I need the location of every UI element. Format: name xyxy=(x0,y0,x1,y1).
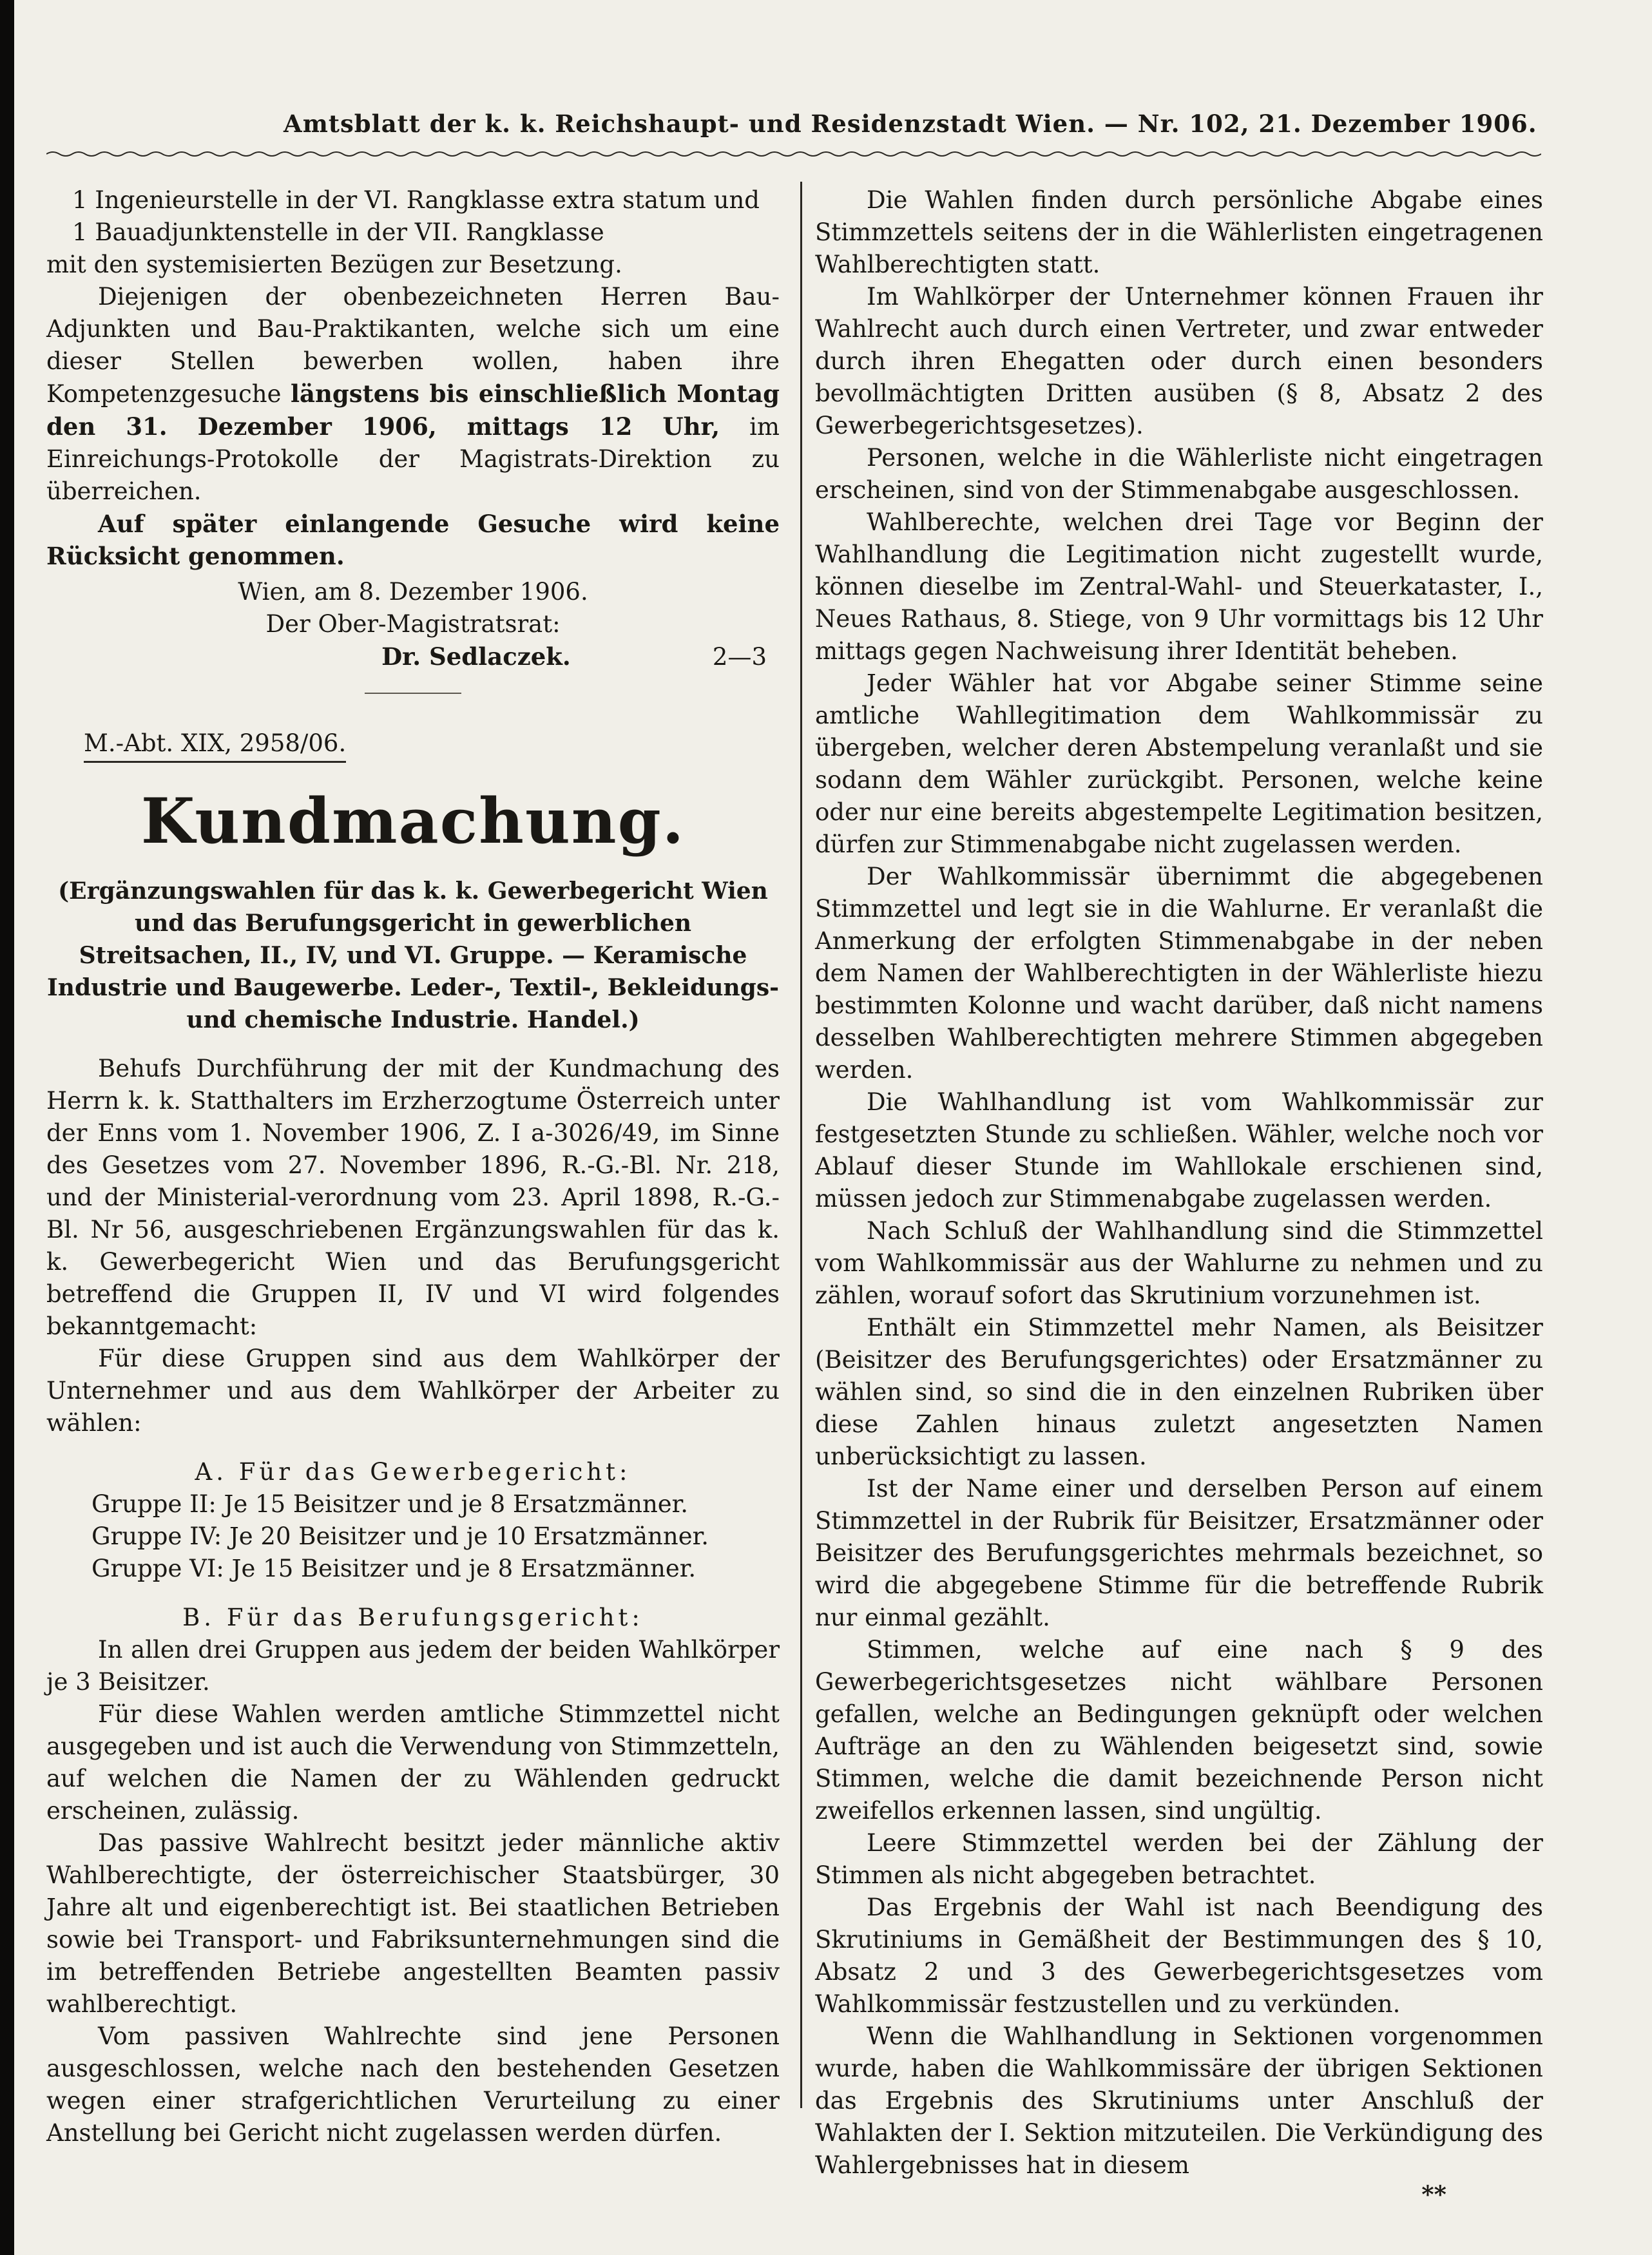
left-column xyxy=(46,184,780,2149)
separator-rule xyxy=(365,693,461,694)
paragraph: Jeder Wähler hat vor Abgabe seiner Stimme seine amtliche Wahllegitimation dem Wahlkommissär zu übergeben, welcher deren Abstempelung veranlaßt und sie sodann dem Wähler zurückgibt. Personen, welche keine oder nur eine bereits abgestempelte Legitimation besitzen, dürfen zur Stimmenabgabe nicht zugelassen werden. xyxy=(815,669,1543,858)
section-heading-a: A. Für das Gewerbegericht: xyxy=(195,1458,631,1486)
paragraph: Die Wahlhandlung ist vom Wahlkommissär zur festgesetzten Stunde zu schließen. Wähler, welche noch vor Ablauf dieser Stunde im Wahllokale erschienen sind, müssen jedoch zur Stimmenabgabe zugelassen werden. xyxy=(815,1088,1543,1213)
paragraph: Im Wahlkörper der Unternehmer können Frauen ihr Wahlrecht auch durch einen Vertreter, und zwar entweder durch ihren Ehegatten oder durch einen besonders bevollmächtigten Dritten ausüben (§ 8, Absatz 2 des Gewerbegerichtsgesetzes). xyxy=(815,283,1543,439)
scan-edge xyxy=(0,0,14,2255)
right-column xyxy=(815,184,1543,2207)
paragraph: Nach Schluß der Wahlhandlung sind die Stimmzettel vom Wahlkommissär aus der Wahlurne zu nehmen und zu zählen, worauf sofort das Skrutinium vorzunehmen ist. xyxy=(815,1217,1543,1309)
paragraph: Wahlberechte, welchen drei Tage vor Beginn der Wahlhandlung die Legitimation nicht zugestellt wurde, können dieselbe im Zentral-Wahl- und Steuerkataster, I., Neues Rathaus, 8. Stiege, von 9 Uhr vormittags bis 12 Uhr mittags gegen Nachweisung ihrer Identität beheben. xyxy=(815,508,1543,665)
paragraph: Stimmen, welche auf eine nach § 9 des Gewerbegerichtsgesetzes nicht wählbare Personen gefallen, welche an Bedingungen geknüpft oder welchen Aufträge an den zu Wählenden beigesetzt sind, sowie Stimmen, welche die damit bezeichnende Person nicht zweifellos erkennen lassen, sind ungültig. xyxy=(815,1636,1543,1825)
paragraph xyxy=(46,281,780,508)
paragraph-text: Diejenigen der obenbezeichneten Herren Bau-Adjunkten und Bau-Praktikanten, welche sich um eine dieser Stellen bewerben wollen, haben ihre Kompetenzgesuche xyxy=(46,283,780,408)
paragraph: Enthält ein Stimmzettel mehr Namen, als Beisitzer (Beisitzer des Berufungsgerichtes) oder Ersatzmänner zu wählen sind, so sind die in den einzelnen Rubriken über diese Zahlen hinaus zuletzt angesetzten Namen unberücksichtigt zu lassen. xyxy=(815,1314,1543,1470)
column-divider xyxy=(800,182,802,2108)
notice-title: Kundmachung. xyxy=(140,785,686,858)
signature-number: 2—3 xyxy=(712,643,767,671)
paragraph: Vom passiven Wahlrechte sind jene Personen ausgeschlossen, welche nach den bestehenden Gesetzen wegen einer strafgerichtlichen Verurteilung zu einer Anstellung bei Gericht nicht zugelassen werden dürfen. xyxy=(46,2022,780,2147)
paragraph: Für diese Gruppen sind aus dem Wahlkörper der Unternehmer und aus dem Wahlkörper der Arbeiter zu wählen: xyxy=(46,1345,780,1437)
paragraph: 1 Ingenieurstelle in der VI. Rangklasse extra statum und xyxy=(72,186,760,214)
paragraph: 1 Bauadjunktenstelle in der VII. Rangklasse xyxy=(72,218,604,246)
paragraph: Ist der Name einer und derselben Person auf einem Stimmzettel in der Rubrik für Beisitzer, Ersatzmänner oder Beisitzer des Berufungsgerichtes mehrmals bezeichnet, so wird die abgegebene Stimme für die betreffende Rubrik nur einmal gezählt. xyxy=(815,1475,1543,1631)
paragraph: Personen, welche in die Wählerliste nicht eingetragen erscheinen, sind von der Stimmenabgabe ausgeschlossen. xyxy=(815,444,1543,504)
paragraph: In allen drei Gruppen aus jedem der beiden Wahlkörper je 3 Beisitzer. xyxy=(46,1636,780,1696)
continuation-mark: ** xyxy=(1421,2180,1446,2209)
paragraph: Leere Stimmzettel werden bei der Zählung der Stimmen als nicht abgegeben betrachtet. xyxy=(815,1829,1543,1889)
list-item: Gruppe VI: Je 15 Beisitzer und je 8 Ersatzmänner. xyxy=(91,1555,696,1582)
paragraph: Der Wahlkommissär übernimmt die abgegebenen Stimmzettel und legt sie in die Wahlurne. Er veranlaßt die Anmerkung der erfolgten Stimmenabgabe in der neben dem Namen der Wahlberechtigten in der Wählerliste hiezu bestimmten Kolonne und wacht darüber, daß nicht namens desselben Wahlberechtigten mehrere Stimmen abgegeben werden. xyxy=(815,863,1543,1084)
notice-paragraph: Auf später einlangende Gesuche wird keine Rücksicht genommen. xyxy=(46,510,780,570)
paragraph-text: im Einreichungs-Protokolle der Magistrats-Direktion zu überreichen. xyxy=(46,413,780,505)
signature-row xyxy=(46,640,780,673)
paragraph: Das passive Wahlrecht besitzt jeder männliche aktiv Wahlberechtigte, der österreichischer Staatsbürger, 30 Jahre alt und eigenberechtigt ist. Bei staatlichen Betrieben sowie bei Transport- und Fabriksunternehmungen sind die im betreffenden Betriebe angestellten Beamten passiv wahlberechtigt. xyxy=(46,1829,780,2018)
gruppen-list xyxy=(46,1488,780,1585)
section-heading-b: B. Für das Berufungsgericht: xyxy=(182,1604,644,1631)
page-header: Amtsblatt der k. k. Reichshaupt- und Residenzstadt Wien. — Nr. 102, 21. Dezember 1906. xyxy=(283,110,1537,138)
list-item: Gruppe II: Je 15 Beisitzer und je 8 Ersatzmänner. xyxy=(91,1490,689,1518)
signature: Dr. Sedlaczek. xyxy=(381,642,571,671)
paragraph: Wenn die Wahlhandlung in Sektionen vorgenommen wurde, haben die Wahlkommissäre der übrigen Sektionen das Ergebnis des Skrutiniums unter Anschluß der Wahlakten der I. Sektion mitzuteilen. Die Verkündigung des Wahlergebnisses hat in diesem xyxy=(815,2022,1543,2179)
paragraph: Behufs Durchführung der mit der Kundmachung des Herrn k. k. Statthalters im Erzherzogtume Österreich unter der Enns vom 1. November 1906, Z. I a-3026/49, im Sinne des Gesetzes vom 27. November 1896, R.-G.-Bl. Nr. 218, und der Ministerial-verordnung vom 23. April 1898, R.-G.-Bl. Nr 56, ausgeschriebenen Ergänzungswahlen für das k. k. Gewerbegericht Wien und das Berufungsgericht betreffend die Gruppen II, IV und VI wird folgendes bekanntgemacht: xyxy=(46,1055,780,1340)
office-line: Der Ober-Magistratsrat: xyxy=(265,610,561,638)
reference-number: M.-Abt. XIX, 2958/06. xyxy=(84,727,346,763)
date-line: Wien, am 8. Dezember 1906. xyxy=(238,578,588,606)
deadline-text: längstens bis einschließlich Montag den 31. Dezember 1906, mittags 12 Uhr, xyxy=(46,379,780,441)
notice-subtitle: (Ergänzungswahlen für das k. k. Gewerbegericht Wien und das Berufungsgericht in gewerblichen Streitsachen, II., IV, und VI. Gruppe. — Keramische Industrie und Baugewerbe. Leder-, Textil-, Bekleidungs- und chemische Industrie. Handel.) xyxy=(46,878,780,1033)
paragraph: Das Ergebnis der Wahl ist nach Beendigung des Skrutiniums in Gemäßheit der Bestimmungen des § 10, Absatz 2 und 3 des Gewerbegerichtsgesetzes vom Wahlkommissär festzustellen und zu verkünden. xyxy=(815,1894,1543,2018)
paragraph: mit den systemisierten Bezügen zur Besetzung. xyxy=(46,251,622,278)
header-wavy-rule xyxy=(46,149,1541,158)
paragraph: Die Wahlen finden durch persönliche Abgabe eines Stimmzettels seitens der in die Wählerlisten eingetragenen Wahlberechtigten statt. xyxy=(815,186,1543,278)
list-item: Gruppe IV: Je 20 Beisitzer und je 10 Ersatzmänner. xyxy=(91,1522,709,1550)
paragraph: Für diese Wahlen werden amtliche Stimmzettel nicht ausgegeben und ist auch die Verwendung von Stimmzetteln, auf welchen die Namen der zu Wählenden gedruckt erscheinen, zulässig. xyxy=(46,1700,780,1825)
